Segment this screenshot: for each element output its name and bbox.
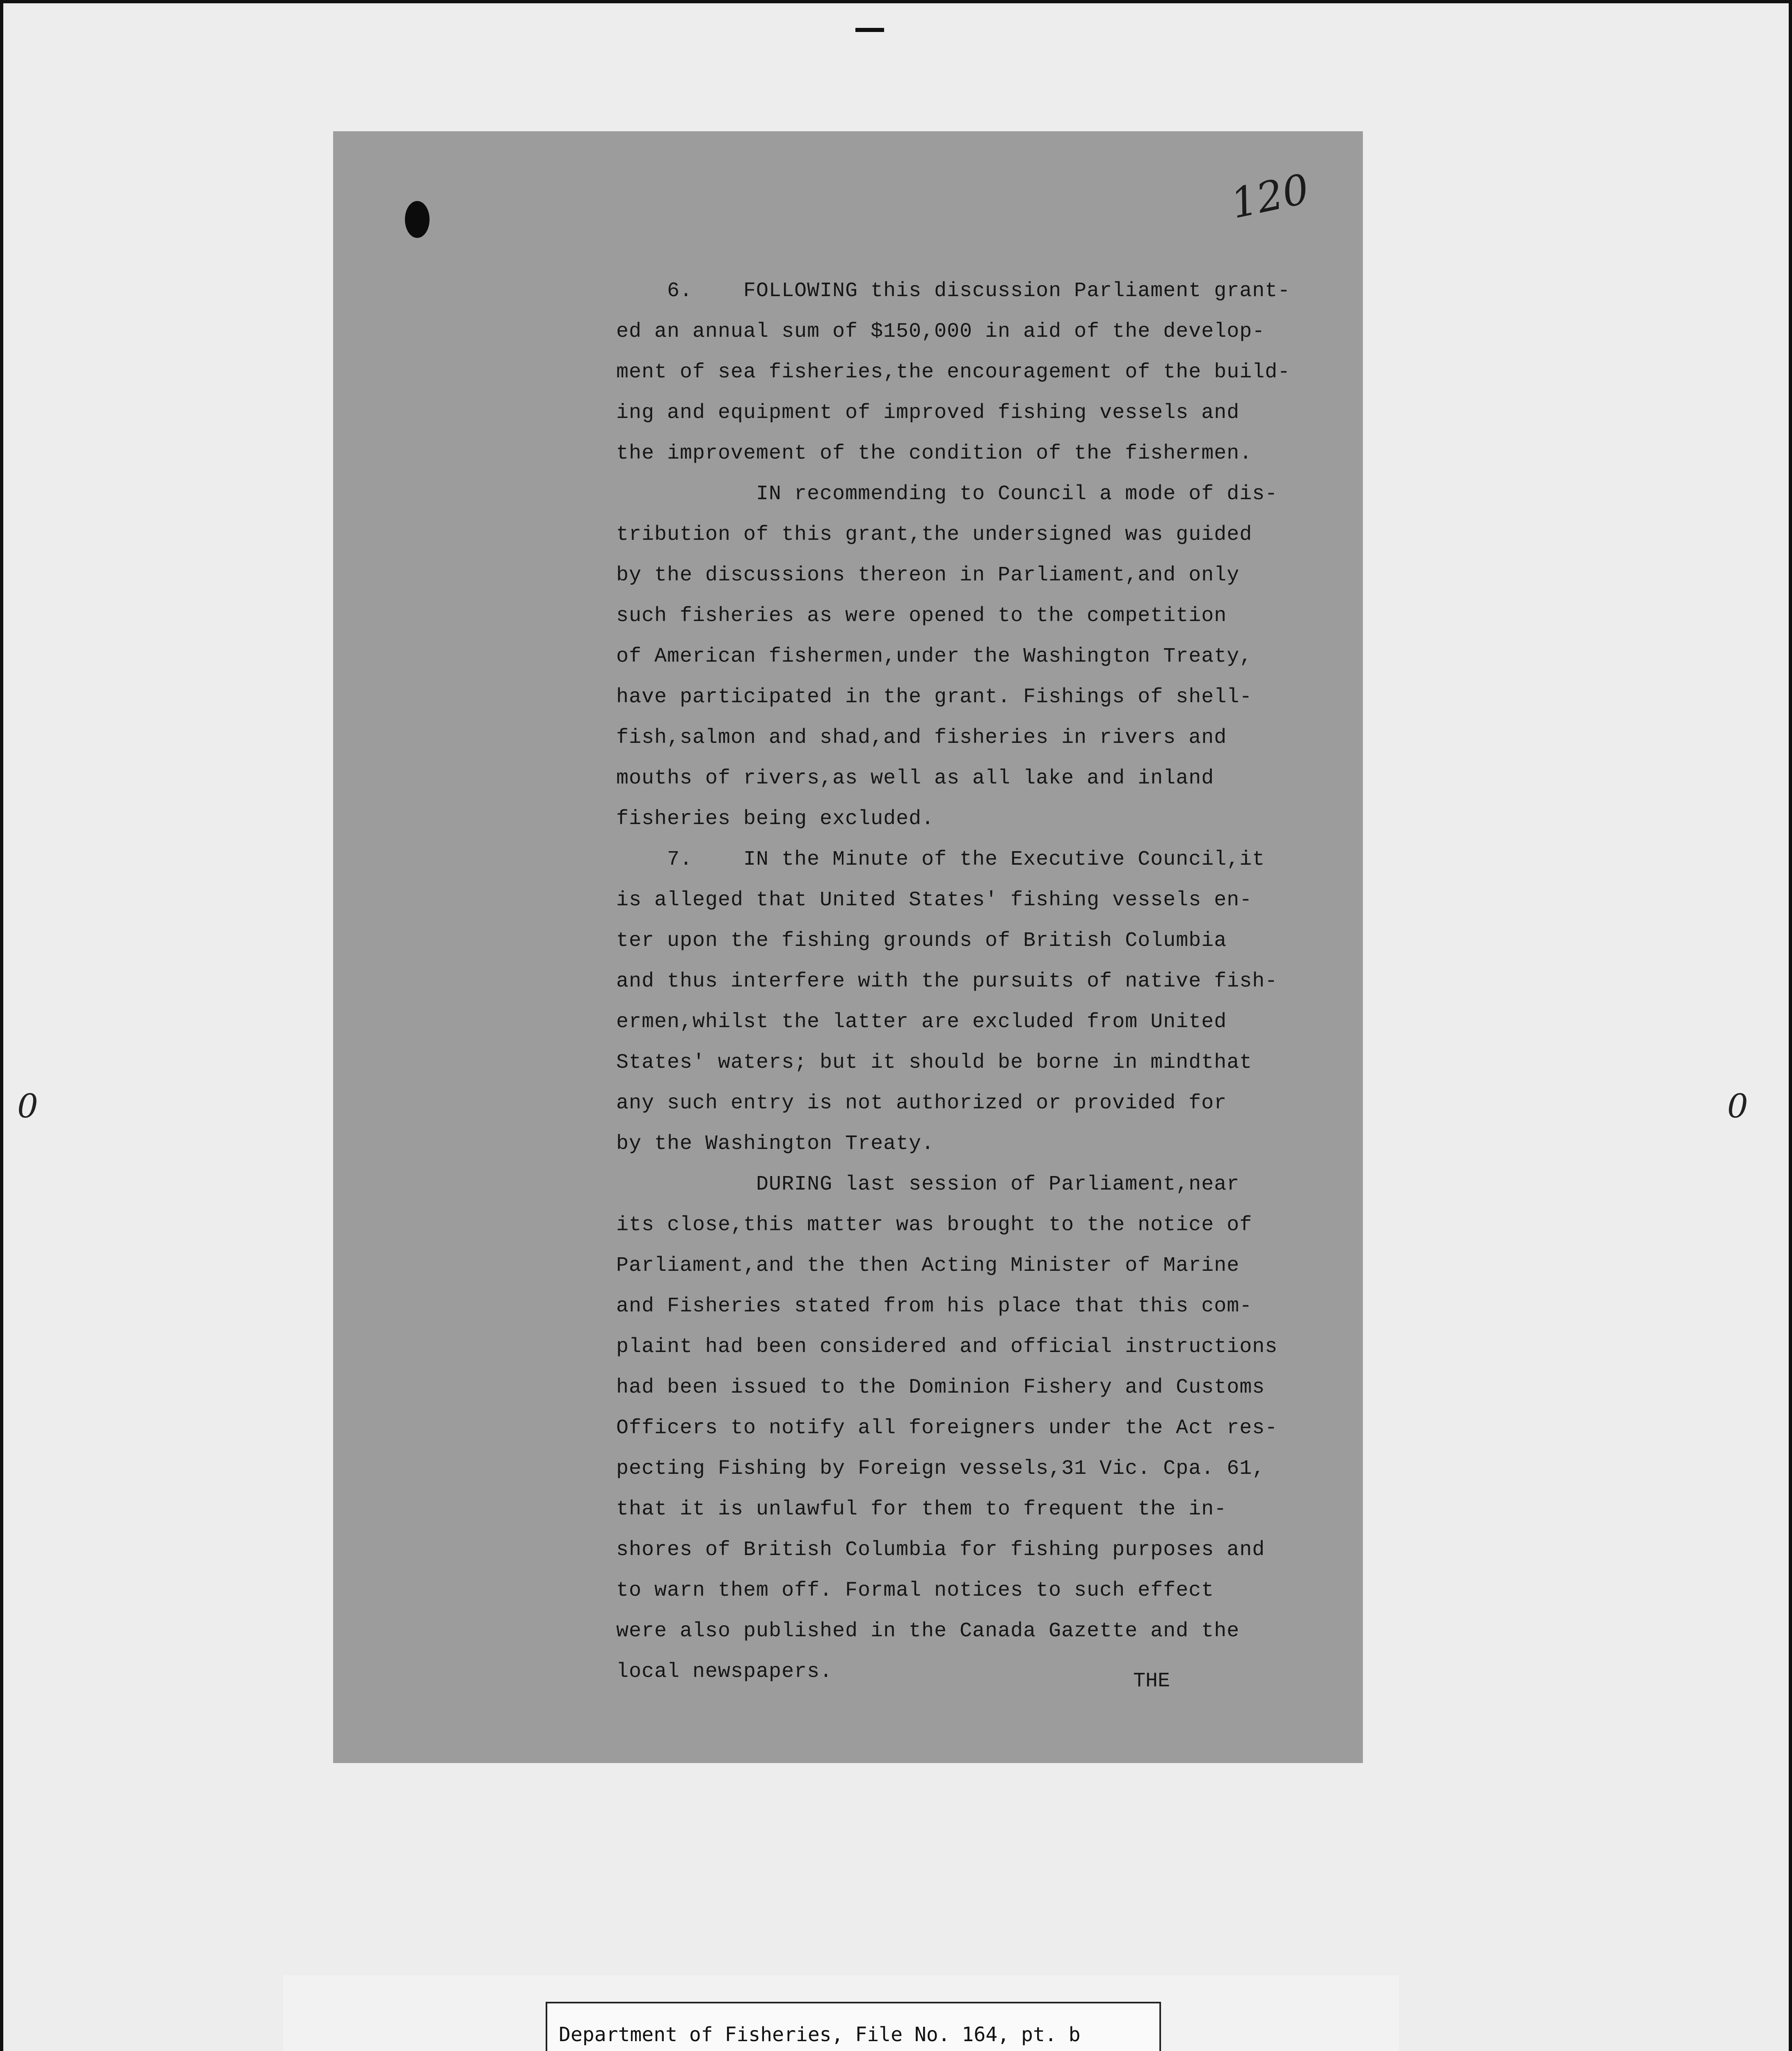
- text-line: DURING last session of Parliament,near: [616, 1173, 1240, 1196]
- frame-mark: [855, 28, 884, 32]
- text-line: Parliament,and the then Acting Minister of Marine: [616, 1254, 1240, 1277]
- text-line: any such entry is not authorized or provided for: [616, 1092, 1227, 1115]
- text-line: and thus interfere with the pursuits of native fish-: [616, 970, 1278, 993]
- text-line: of American fishermen,under the Washington Treaty,: [616, 645, 1253, 668]
- text-line: is alleged that United States' fishing vessels en-: [616, 888, 1253, 912]
- text-line: tribution of this grant,the undersigned was guided: [616, 523, 1253, 546]
- text-line: ment of sea fisheries,the encouragement of the build-: [616, 361, 1291, 384]
- text-line: ed an annual sum of $150,000 in aid of the develop-: [616, 320, 1265, 343]
- text-line: its close,this matter was brought to the notice of: [616, 1213, 1253, 1237]
- edge-mark-right: 0: [1727, 1087, 1748, 1125]
- text-line: 6. FOLLOWING this discussion Parliament grant-: [616, 279, 1291, 303]
- text-line: ermen,whilst the latter are excluded from United: [616, 1010, 1227, 1034]
- text-line: have participated in the grant. Fishings of shell-: [616, 685, 1253, 709]
- typed-page: [333, 131, 1363, 1763]
- file-label: Department of Fisheries, File No. 164, pt. b: [546, 2002, 1161, 2051]
- text-line: States' waters; but it should be borne in mindthat: [616, 1051, 1253, 1074]
- text-line: mouths of rivers,as well as all lake and inland: [616, 767, 1214, 790]
- text-line: plaint had been considered and official instructions: [616, 1335, 1278, 1359]
- text-line: and Fisheries stated from his place that this com-: [616, 1295, 1253, 1318]
- text-line: ing and equipment of improved fishing vessels and: [616, 401, 1240, 425]
- text-line: Officers to notify all foreigners under the Act res-: [616, 1416, 1278, 1440]
- folio-number: 120: [1226, 164, 1313, 228]
- text-line: to warn them off. Formal notices to such effect: [616, 1579, 1214, 1602]
- text-line: local newspapers.: [616, 1660, 833, 1683]
- text-line: such fisheries as were opened to the competition: [616, 604, 1227, 628]
- edge-mark-left: 0: [17, 1087, 38, 1125]
- text-line: were also published in the Canada Gazette and the: [616, 1619, 1240, 1643]
- text-line: ter upon the fishing grounds of British Columbia: [616, 929, 1227, 952]
- text-line: by the Washington Treaty.: [616, 1132, 935, 1156]
- text-line: fisheries being excluded.: [616, 807, 935, 831]
- text-line: fish,salmon and shad,and fisheries in rivers and: [616, 726, 1227, 749]
- text-line: had been issued to the Dominion Fishery and Customs: [616, 1376, 1265, 1399]
- text-line: by the discussions thereon in Parliament,and only: [616, 564, 1240, 587]
- text-line: 7. IN the Minute of the Executive Council,it: [616, 848, 1265, 871]
- text-line: IN recommending to Council a mode of dis-: [616, 482, 1278, 506]
- text-line: that it is unlawful for them to frequent the in-: [616, 1498, 1227, 1521]
- punch-hole: [405, 201, 430, 238]
- catchword: THE: [1133, 1670, 1170, 1693]
- text-line: the improvement of the condition of the fishermen.: [616, 442, 1253, 465]
- text-line: pecting Fishing by Foreign vessels,31 Vic. Cpa. 61,: [616, 1457, 1265, 1480]
- text-line: shores of British Columbia for fishing purposes and: [616, 1538, 1265, 1562]
